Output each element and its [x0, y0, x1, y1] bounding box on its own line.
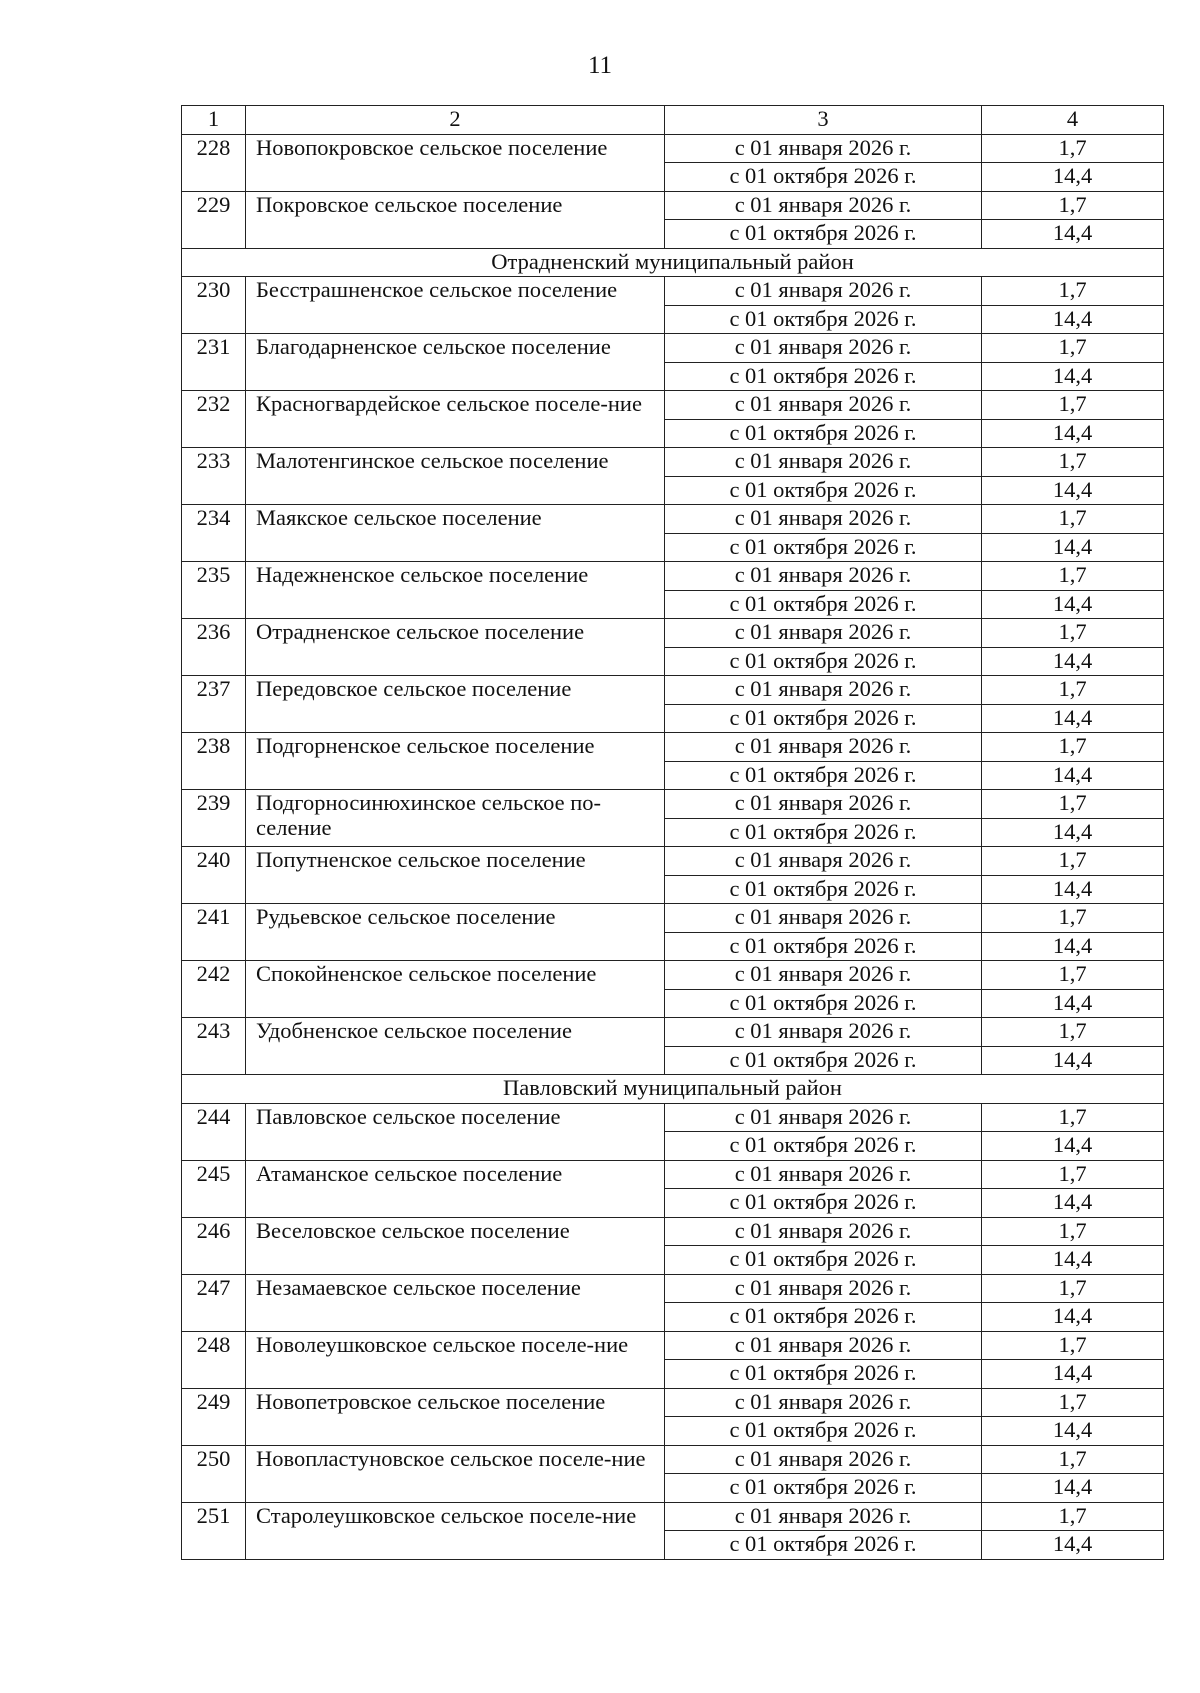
table-row [182, 1331, 1164, 1360]
entry-number: 250 [182, 1445, 246, 1502]
header-row [182, 106, 1164, 135]
table-row [182, 961, 1164, 990]
effective-date: с 01 января 2026 г. [665, 1331, 982, 1360]
effective-date: с 01 октября 2026 г. [665, 761, 982, 790]
entry-number: 247 [182, 1274, 246, 1331]
index-value: 14,4 [982, 1303, 1164, 1332]
effective-date: с 01 октября 2026 г. [665, 875, 982, 904]
settlement-name: Новопокровское сельское поселение [246, 134, 665, 191]
index-value: 1,7 [982, 1331, 1164, 1360]
index-value: 14,4 [982, 704, 1164, 733]
effective-date: с 01 января 2026 г. [665, 790, 982, 819]
index-value: 14,4 [982, 1531, 1164, 1560]
index-value: 1,7 [982, 619, 1164, 648]
table-row [182, 134, 1164, 163]
effective-date: с 01 января 2026 г. [665, 1160, 982, 1189]
effective-date: с 01 октября 2026 г. [665, 704, 982, 733]
district-row [182, 1075, 1164, 1104]
index-value: 1,7 [982, 1217, 1164, 1246]
effective-date: с 01 октября 2026 г. [665, 818, 982, 847]
settlement-name: Новопластуновское сельское поселе-ние [246, 1445, 665, 1502]
district-heading: Павловский муниципальный район [182, 1075, 1164, 1104]
table-row [182, 1445, 1164, 1474]
settlement-name: Бесстрашненское сельское поселение [246, 277, 665, 334]
column-header-1: 1 [182, 106, 246, 135]
effective-date: с 01 января 2026 г. [665, 1445, 982, 1474]
entry-number: 245 [182, 1160, 246, 1217]
settlement-name: Отрадненское сельское поселение [246, 619, 665, 676]
effective-date: с 01 октября 2026 г. [665, 1417, 982, 1446]
index-value: 14,4 [982, 1246, 1164, 1275]
settlement-name: Старолеушковское сельское поселе-ние [246, 1502, 665, 1559]
settlement-name: Удобненское сельское поселение [246, 1018, 665, 1075]
effective-date: с 01 октября 2026 г. [665, 989, 982, 1018]
effective-date: с 01 января 2026 г. [665, 277, 982, 306]
index-value: 1,7 [982, 134, 1164, 163]
settlement-name: Рудьевское сельское поселение [246, 904, 665, 961]
effective-date: с 01 октября 2026 г. [665, 1303, 982, 1332]
table-row [182, 1160, 1164, 1189]
table-row [182, 191, 1164, 220]
index-value: 1,7 [982, 1103, 1164, 1132]
effective-date: с 01 января 2026 г. [665, 191, 982, 220]
settlement-name: Спокойненское сельское поселение [246, 961, 665, 1018]
table-row [182, 562, 1164, 591]
entry-number: 240 [182, 847, 246, 904]
effective-date: с 01 октября 2026 г. [665, 647, 982, 676]
table-row [182, 505, 1164, 534]
table-row [182, 733, 1164, 762]
entry-number: 231 [182, 334, 246, 391]
index-value: 14,4 [982, 476, 1164, 505]
index-value: 1,7 [982, 1445, 1164, 1474]
entry-number: 233 [182, 448, 246, 505]
entry-number: 239 [182, 790, 246, 847]
entry-number: 237 [182, 676, 246, 733]
table-row [182, 391, 1164, 420]
index-value: 14,4 [982, 305, 1164, 334]
entry-number: 244 [182, 1103, 246, 1160]
effective-date: с 01 октября 2026 г. [665, 932, 982, 961]
settlement-name: Попутненское сельское поселение [246, 847, 665, 904]
tariff-table [181, 105, 1164, 1560]
column-header-3: 3 [665, 106, 982, 135]
entry-number: 234 [182, 505, 246, 562]
index-value: 14,4 [982, 1417, 1164, 1446]
entry-number: 236 [182, 619, 246, 676]
table-row [182, 619, 1164, 648]
index-value: 14,4 [982, 362, 1164, 391]
settlement-name: Благодарненское сельское поселение [246, 334, 665, 391]
index-value: 1,7 [982, 1160, 1164, 1189]
table-row [182, 1103, 1164, 1132]
effective-date: с 01 января 2026 г. [665, 134, 982, 163]
effective-date: с 01 января 2026 г. [665, 1103, 982, 1132]
entry-number: 232 [182, 391, 246, 448]
index-value: 14,4 [982, 875, 1164, 904]
entry-number: 229 [182, 191, 246, 248]
index-value: 1,7 [982, 1502, 1164, 1531]
entry-number: 241 [182, 904, 246, 961]
index-value: 1,7 [982, 790, 1164, 819]
settlement-name: Атаманское сельское поселение [246, 1160, 665, 1217]
effective-date: с 01 октября 2026 г. [665, 305, 982, 334]
effective-date: с 01 октября 2026 г. [665, 533, 982, 562]
index-value: 14,4 [982, 1046, 1164, 1075]
settlement-name: Подгорносинюхинское сельское по-селение [246, 790, 665, 847]
index-value: 1,7 [982, 733, 1164, 762]
table-row [182, 847, 1164, 876]
effective-date: с 01 января 2026 г. [665, 676, 982, 705]
effective-date: с 01 января 2026 г. [665, 1018, 982, 1047]
settlement-name: Павловское сельское поселение [246, 1103, 665, 1160]
index-value: 1,7 [982, 1274, 1164, 1303]
effective-date: с 01 января 2026 г. [665, 847, 982, 876]
entry-number: 249 [182, 1388, 246, 1445]
effective-date: с 01 октября 2026 г. [665, 1046, 982, 1075]
index-value: 1,7 [982, 961, 1164, 990]
effective-date: с 01 января 2026 г. [665, 1217, 982, 1246]
effective-date: с 01 января 2026 г. [665, 505, 982, 534]
effective-date: с 01 октября 2026 г. [665, 220, 982, 249]
effective-date: с 01 октября 2026 г. [665, 419, 982, 448]
effective-date: с 01 октября 2026 г. [665, 163, 982, 192]
effective-date: с 01 октября 2026 г. [665, 362, 982, 391]
entry-number: 251 [182, 1502, 246, 1559]
entry-number: 230 [182, 277, 246, 334]
index-value: 1,7 [982, 391, 1164, 420]
entry-number: 242 [182, 961, 246, 1018]
index-value: 14,4 [982, 1189, 1164, 1218]
index-value: 14,4 [982, 1132, 1164, 1161]
entry-number: 248 [182, 1331, 246, 1388]
settlement-name: Веселовское сельское поселение [246, 1217, 665, 1274]
effective-date: с 01 января 2026 г. [665, 562, 982, 591]
entry-number: 238 [182, 733, 246, 790]
effective-date: с 01 октября 2026 г. [665, 1189, 982, 1218]
index-value: 14,4 [982, 818, 1164, 847]
effective-date: с 01 октября 2026 г. [665, 476, 982, 505]
effective-date: с 01 января 2026 г. [665, 733, 982, 762]
effective-date: с 01 января 2026 г. [665, 1502, 982, 1531]
table-row [182, 448, 1164, 477]
table-row [182, 277, 1164, 306]
index-value: 14,4 [982, 419, 1164, 448]
index-value: 14,4 [982, 761, 1164, 790]
index-value: 14,4 [982, 647, 1164, 676]
index-value: 1,7 [982, 277, 1164, 306]
index-value: 1,7 [982, 1388, 1164, 1417]
effective-date: с 01 октября 2026 г. [665, 590, 982, 619]
entry-number: 243 [182, 1018, 246, 1075]
index-value: 1,7 [982, 505, 1164, 534]
district-row [182, 248, 1164, 277]
district-heading: Отрадненский муниципальный район [182, 248, 1164, 277]
effective-date: с 01 января 2026 г. [665, 619, 982, 648]
entry-number: 246 [182, 1217, 246, 1274]
table-row [182, 676, 1164, 705]
settlement-name: Малотенгинское сельское поселение [246, 448, 665, 505]
table-body [182, 106, 1164, 1560]
settlement-name: Передовское сельское поселение [246, 676, 665, 733]
table-row [182, 790, 1164, 819]
index-value: 14,4 [982, 1360, 1164, 1389]
entry-number: 235 [182, 562, 246, 619]
effective-date: с 01 января 2026 г. [665, 1388, 982, 1417]
index-value: 1,7 [982, 334, 1164, 363]
index-value: 14,4 [982, 1474, 1164, 1503]
table-row [182, 1274, 1164, 1303]
index-value: 1,7 [982, 1018, 1164, 1047]
table-row [182, 1018, 1164, 1047]
settlement-name: Маякское сельское поселение [246, 505, 665, 562]
index-value: 14,4 [982, 932, 1164, 961]
effective-date: с 01 октября 2026 г. [665, 1531, 982, 1560]
column-header-2: 2 [246, 106, 665, 135]
index-value: 1,7 [982, 904, 1164, 933]
index-value: 1,7 [982, 562, 1164, 591]
effective-date: с 01 января 2026 г. [665, 904, 982, 933]
settlement-name: Подгорненское сельское поселение [246, 733, 665, 790]
effective-date: с 01 января 2026 г. [665, 391, 982, 420]
column-header-4: 4 [982, 106, 1164, 135]
settlement-name: Красногвардейское сельское поселе-ние [246, 391, 665, 448]
effective-date: с 01 октября 2026 г. [665, 1360, 982, 1389]
settlement-name: Надежненское сельское поселение [246, 562, 665, 619]
index-value: 14,4 [982, 220, 1164, 249]
effective-date: с 01 января 2026 г. [665, 334, 982, 363]
effective-date: с 01 января 2026 г. [665, 1274, 982, 1303]
index-value: 14,4 [982, 163, 1164, 192]
page-number: 11 [587, 52, 613, 79]
table-row [182, 334, 1164, 363]
settlement-name: Новолеушковское сельское поселе-ние [246, 1331, 665, 1388]
index-value: 14,4 [982, 989, 1164, 1018]
entry-number: 228 [182, 134, 246, 191]
table-row [182, 1502, 1164, 1531]
index-value: 1,7 [982, 676, 1164, 705]
index-value: 1,7 [982, 448, 1164, 477]
index-value: 1,7 [982, 847, 1164, 876]
table-row [182, 1217, 1164, 1246]
settlement-name: Новопетровское сельское поселение [246, 1388, 665, 1445]
effective-date: с 01 октября 2026 г. [665, 1246, 982, 1275]
index-value: 14,4 [982, 533, 1164, 562]
effective-date: с 01 января 2026 г. [665, 448, 982, 477]
effective-date: с 01 октября 2026 г. [665, 1132, 982, 1161]
settlement-name: Незамаевское сельское поселение [246, 1274, 665, 1331]
table-row [182, 904, 1164, 933]
index-value: 14,4 [982, 590, 1164, 619]
table-row [182, 1388, 1164, 1417]
settlement-name: Покровское сельское поселение [246, 191, 665, 248]
index-value: 1,7 [982, 191, 1164, 220]
effective-date: с 01 января 2026 г. [665, 961, 982, 990]
effective-date: с 01 октября 2026 г. [665, 1474, 982, 1503]
